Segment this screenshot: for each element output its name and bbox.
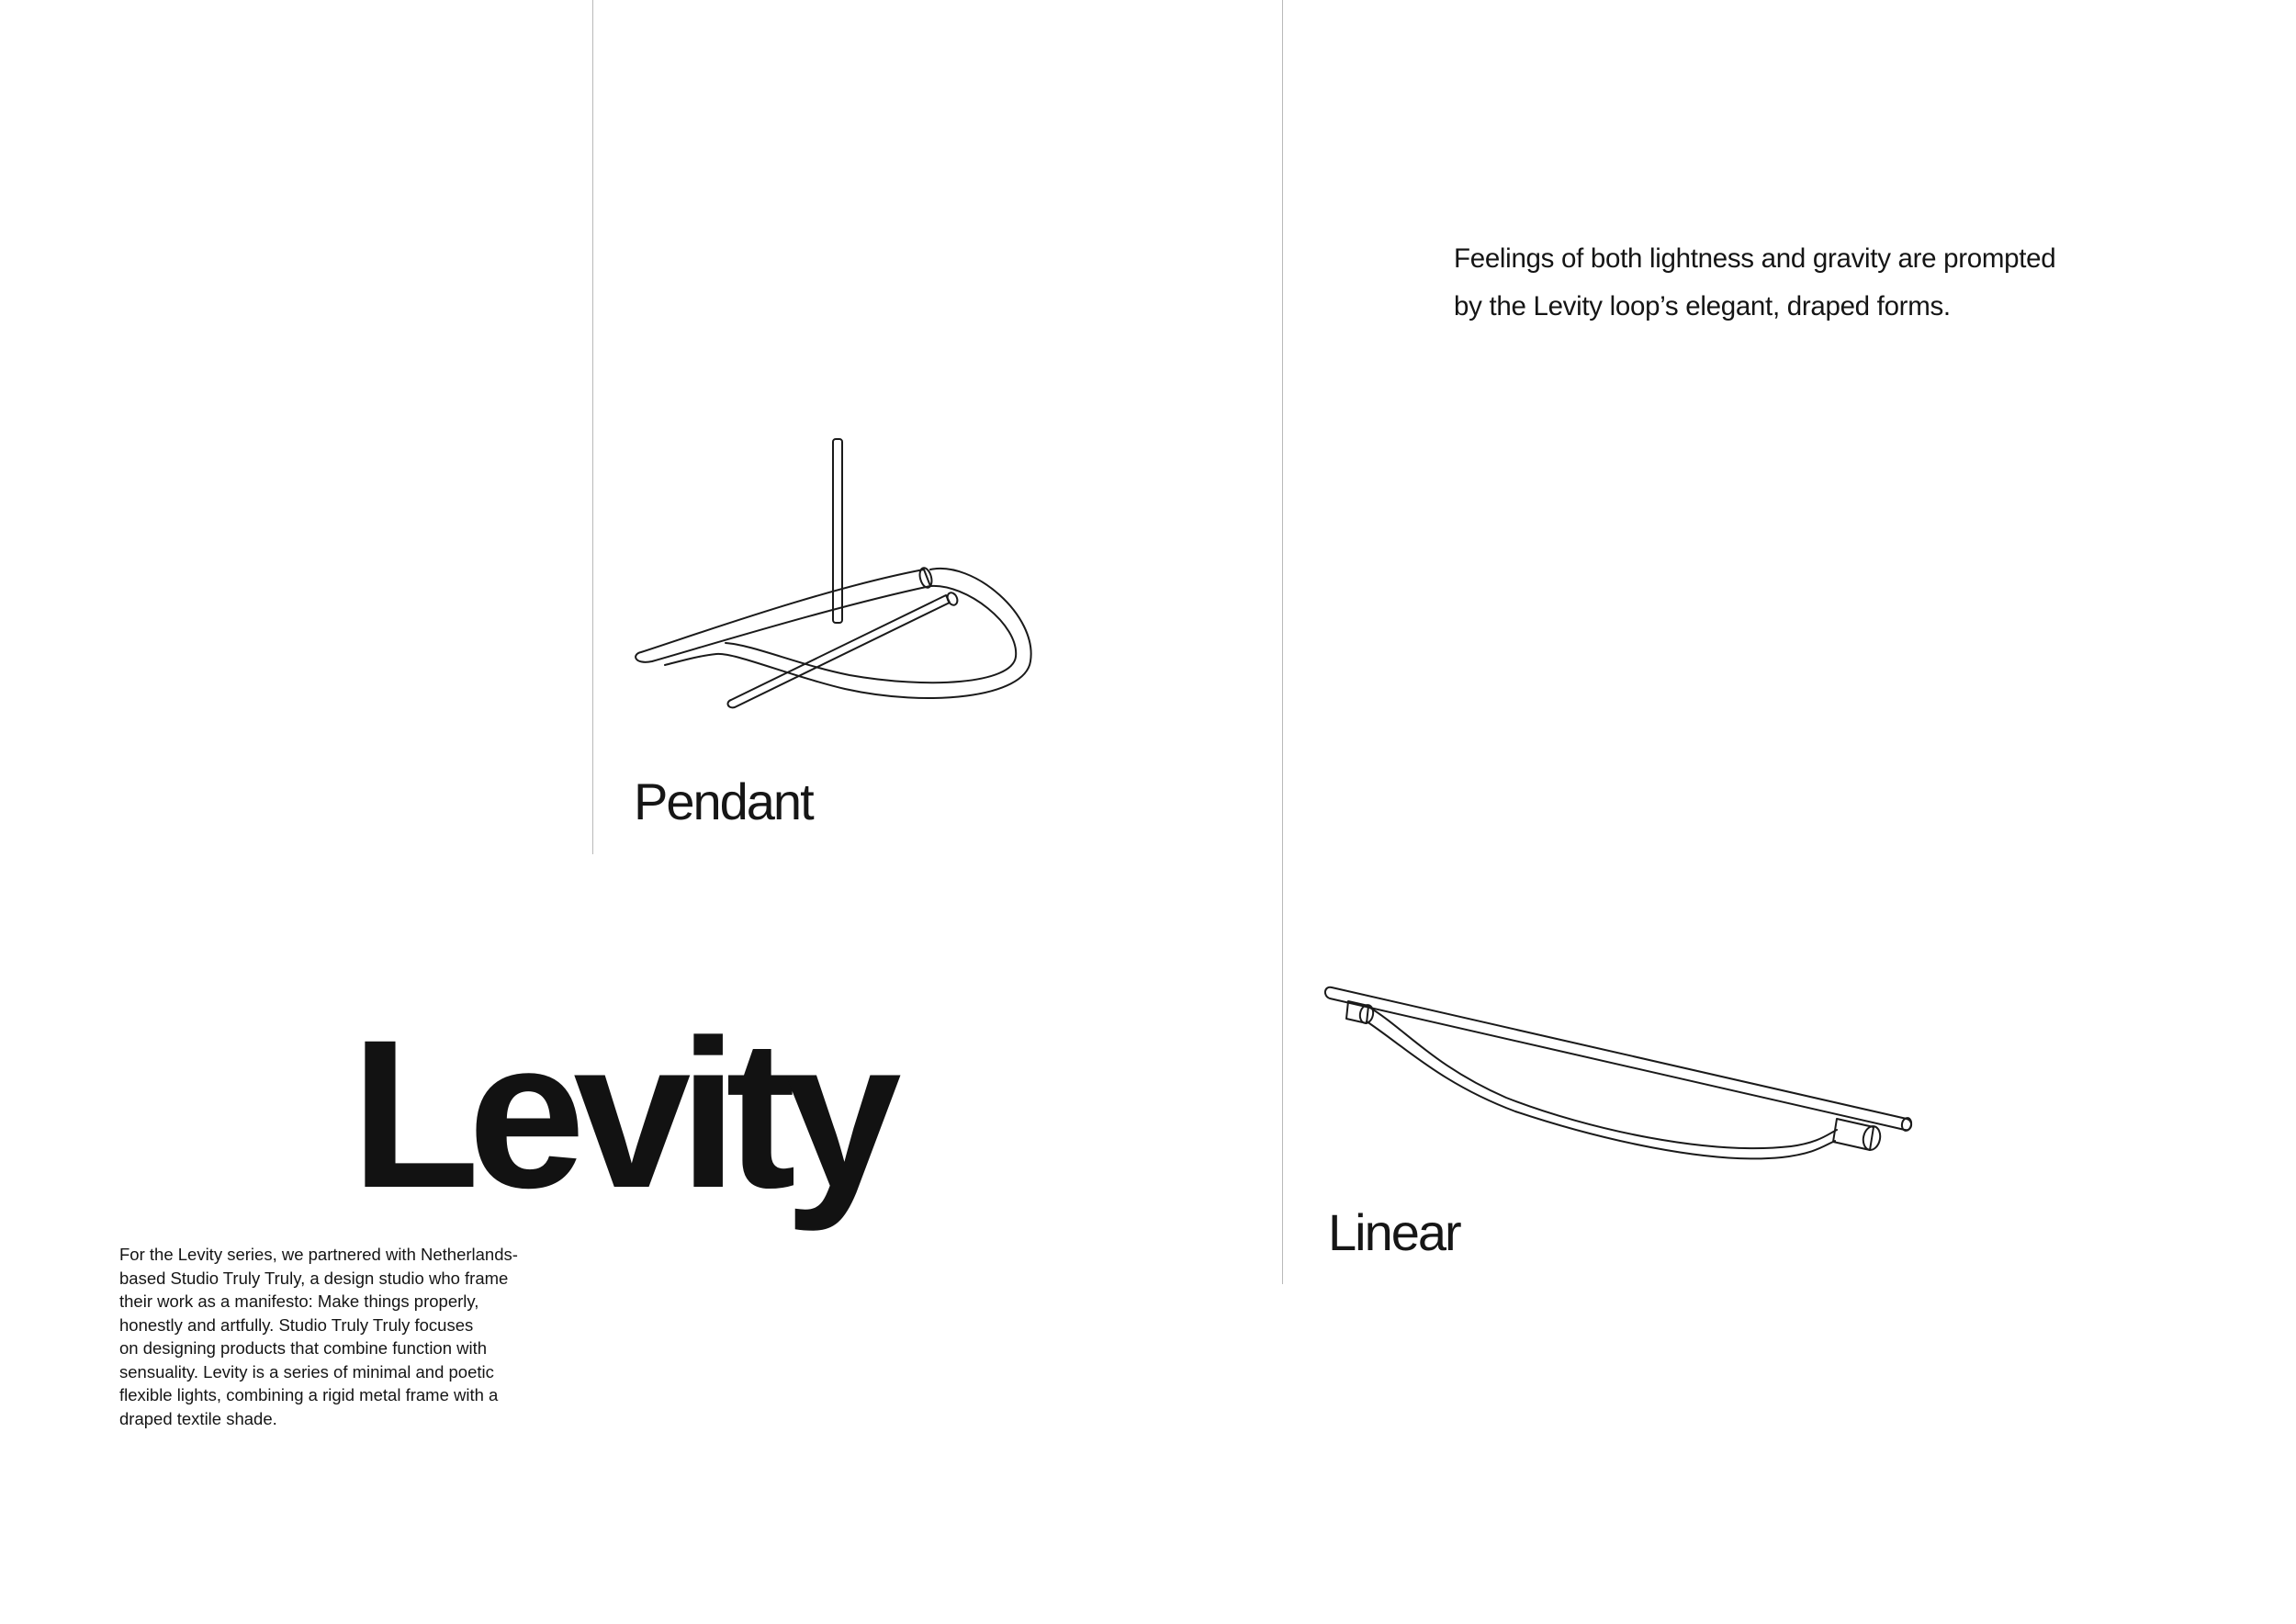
description-line: their work as a manifesto: Make things properly, — [119, 1291, 479, 1311]
description-line: sensuality. Levity is a series of minimal and poetic — [119, 1361, 494, 1382]
linear-label: Linear — [1328, 1203, 1460, 1261]
description-line: based Studio Truly Truly, a design studio who frame — [119, 1268, 509, 1288]
description-paragraph — [119, 1243, 560, 1430]
divider-left — [592, 0, 593, 854]
divider-right — [1282, 0, 1283, 1284]
tagline-line: Feelings of both lightness and gravity are prompted — [1454, 243, 2056, 274]
description-line: For the Levity series, we partnered with Netherlands- — [119, 1245, 518, 1264]
linear-lamp-illustration — [1313, 459, 1938, 1176]
description-line: flexible lights, combining a rigid metal frame with a — [119, 1385, 499, 1404]
tagline-line: by the Levity loop’s elegant, draped forms. — [1454, 291, 1951, 321]
description-line: on designing products that combine function with — [119, 1338, 488, 1358]
pendant-label: Pendant — [634, 773, 813, 830]
description-line: draped textile shade. — [119, 1408, 277, 1428]
brand-title: Levity — [351, 996, 890, 1232]
pendant-lamp-illustration — [625, 55, 1065, 716]
description-line: honestly and artfully. Studio Truly Truly focuses — [119, 1314, 474, 1335]
tagline — [1454, 235, 2152, 331]
